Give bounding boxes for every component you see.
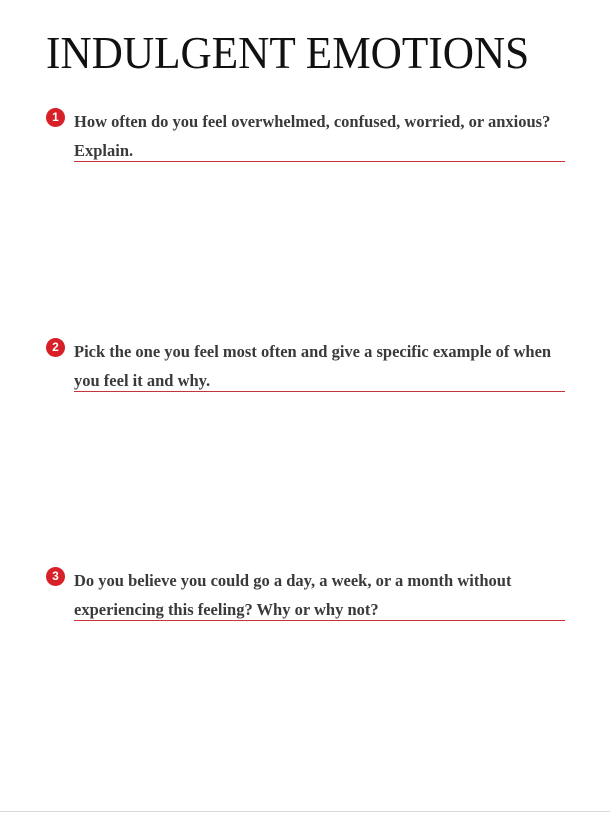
question-text: How often do you feel overwhelmed, confused, worried, or anxious? Explain. [74, 112, 551, 160]
question-number-badge: 3 [46, 567, 65, 586]
question-text: Pick the one you feel most often and give a specific example of when you feel it and why. [74, 342, 552, 390]
question-text: Do you believe you could go a day, a week, or a month without experiencing this feeling? Why or why not? [74, 571, 512, 619]
page-bottom-divider [0, 811, 610, 812]
answer-line [74, 391, 565, 392]
answer-line [74, 620, 565, 621]
question-number-badge: 2 [46, 338, 65, 357]
page-title: INDULGENT EMOTIONS [46, 27, 530, 78]
question-number-badge: 1 [46, 108, 65, 127]
answer-line [74, 161, 565, 162]
